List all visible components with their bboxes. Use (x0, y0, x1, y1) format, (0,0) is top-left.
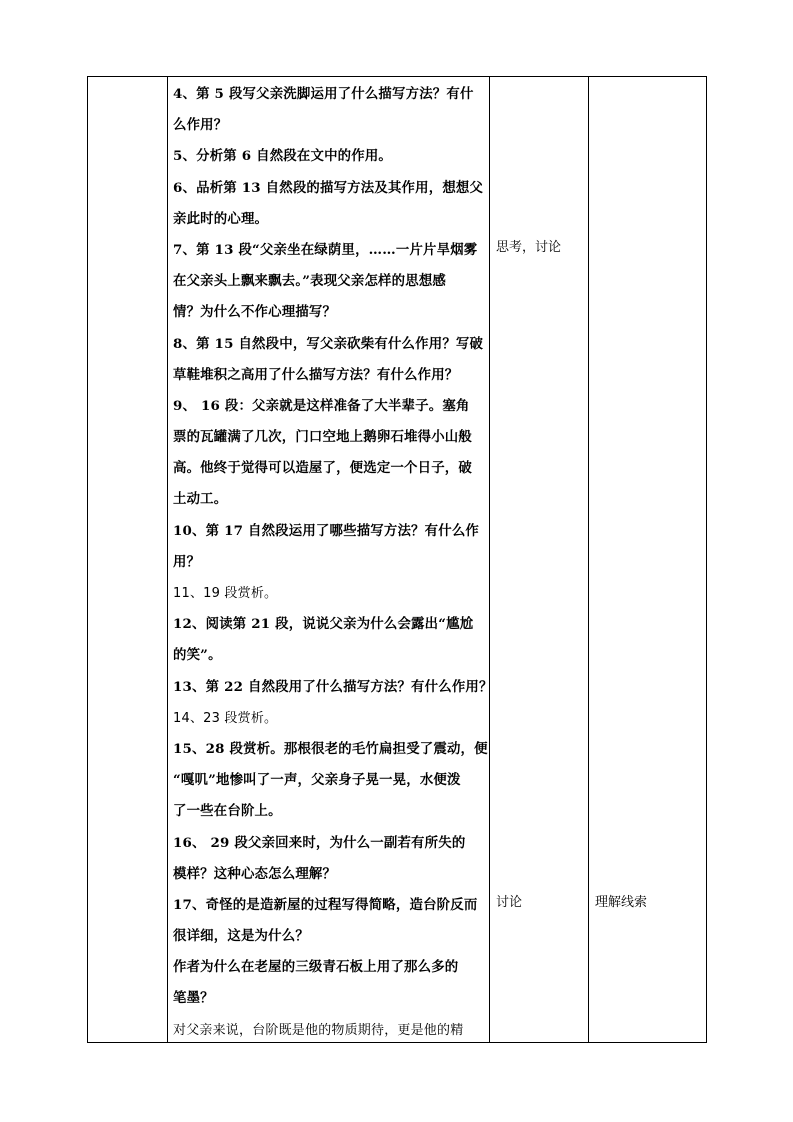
activity-note-discuss: 讨论 (496, 895, 523, 910)
question-line: 用？ (173, 553, 201, 570)
question-line: 笔墨？ (173, 990, 214, 1007)
question-line: 的笑”。 (173, 647, 222, 664)
question-line: 草鞋堆积之高用了什么描写方法？有什么作用？ (173, 366, 459, 383)
column-divider (167, 77, 168, 1042)
question-line: 模样？这种心态怎么理解？ (173, 865, 337, 882)
question-line: 14、23 段赏析。 (173, 710, 278, 726)
question-line: 作者为什么在老屋的三级青石板上用了那么多的 (173, 959, 459, 976)
question-line: 对父亲来说，台阶既是他的物质期待，更是他的精 (173, 1022, 464, 1038)
question-line: 很详细，这是为什么？ (173, 928, 309, 945)
column-divider (489, 77, 490, 1042)
question-line: 8、第 15 自然段中，写父亲砍柴有什么作用？写破 (173, 335, 484, 352)
activity-note-think-discuss: 思考，讨论 (496, 240, 562, 255)
question-line: 情？为什么不作心理描写？ (173, 304, 337, 321)
question-line: 12、阅读第 21 段，说说父亲为什么会露出“尴尬 (173, 616, 474, 633)
question-line: 9、 16 段：父亲就是这样准备了大半辈子。塞角 (173, 397, 470, 414)
question-line: 高。他终于觉得可以造屋了，便选定一个日子，破 (173, 460, 472, 477)
question-line: 17、奇怪的是造新屋的过程写得简略，造台阶反而 (173, 896, 478, 913)
question-line: 16、 29 段父亲回来时，为什么一副若有所失的 (173, 834, 466, 851)
question-line: 亲此时的心理。 (173, 210, 269, 227)
column-divider (588, 77, 589, 1042)
question-list (173, 79, 493, 1046)
question-line: 土动工。 (173, 491, 228, 508)
question-line: 15、28 段赏析。那根很老的毛竹扁担受了震动，便 (173, 740, 488, 757)
question-line: 5、分析第 6 自然段在文中的作用。 (173, 148, 393, 165)
intent-note: 理解线索 (595, 895, 648, 910)
question-line: 么作用？ (173, 117, 228, 134)
question-line: 13、第 22 自然段用了什么描写方法？有什么作用？ (173, 678, 493, 695)
question-line: 了一些在台阶上。 (173, 803, 282, 820)
question-line: 票的瓦罐满了几次，门口空地上鹅卵石堆得小山般 (173, 429, 472, 446)
question-line: 在父亲头上飘来飘去。”表现父亲怎样的思想感 (173, 273, 447, 290)
question-line: 10、第 17 自然段运用了哪些描写方法？有什么作 (173, 522, 480, 539)
question-line: 6、品析第 13 自然段的描写方法及其作用，想想父 (173, 179, 484, 196)
question-line: 11、19 段赏析。 (173, 586, 278, 601)
question-line: 4、第 5 段写父亲洗脚运用了什么描写方法？有什 (173, 86, 474, 102)
question-line: 7、第 13 段“父亲坐在绿荫里，……一片片旱烟雾 (173, 241, 478, 258)
question-line: “嘎叽”地惨叫了一声，父亲身子晃一晃，水便泼 (173, 772, 461, 789)
